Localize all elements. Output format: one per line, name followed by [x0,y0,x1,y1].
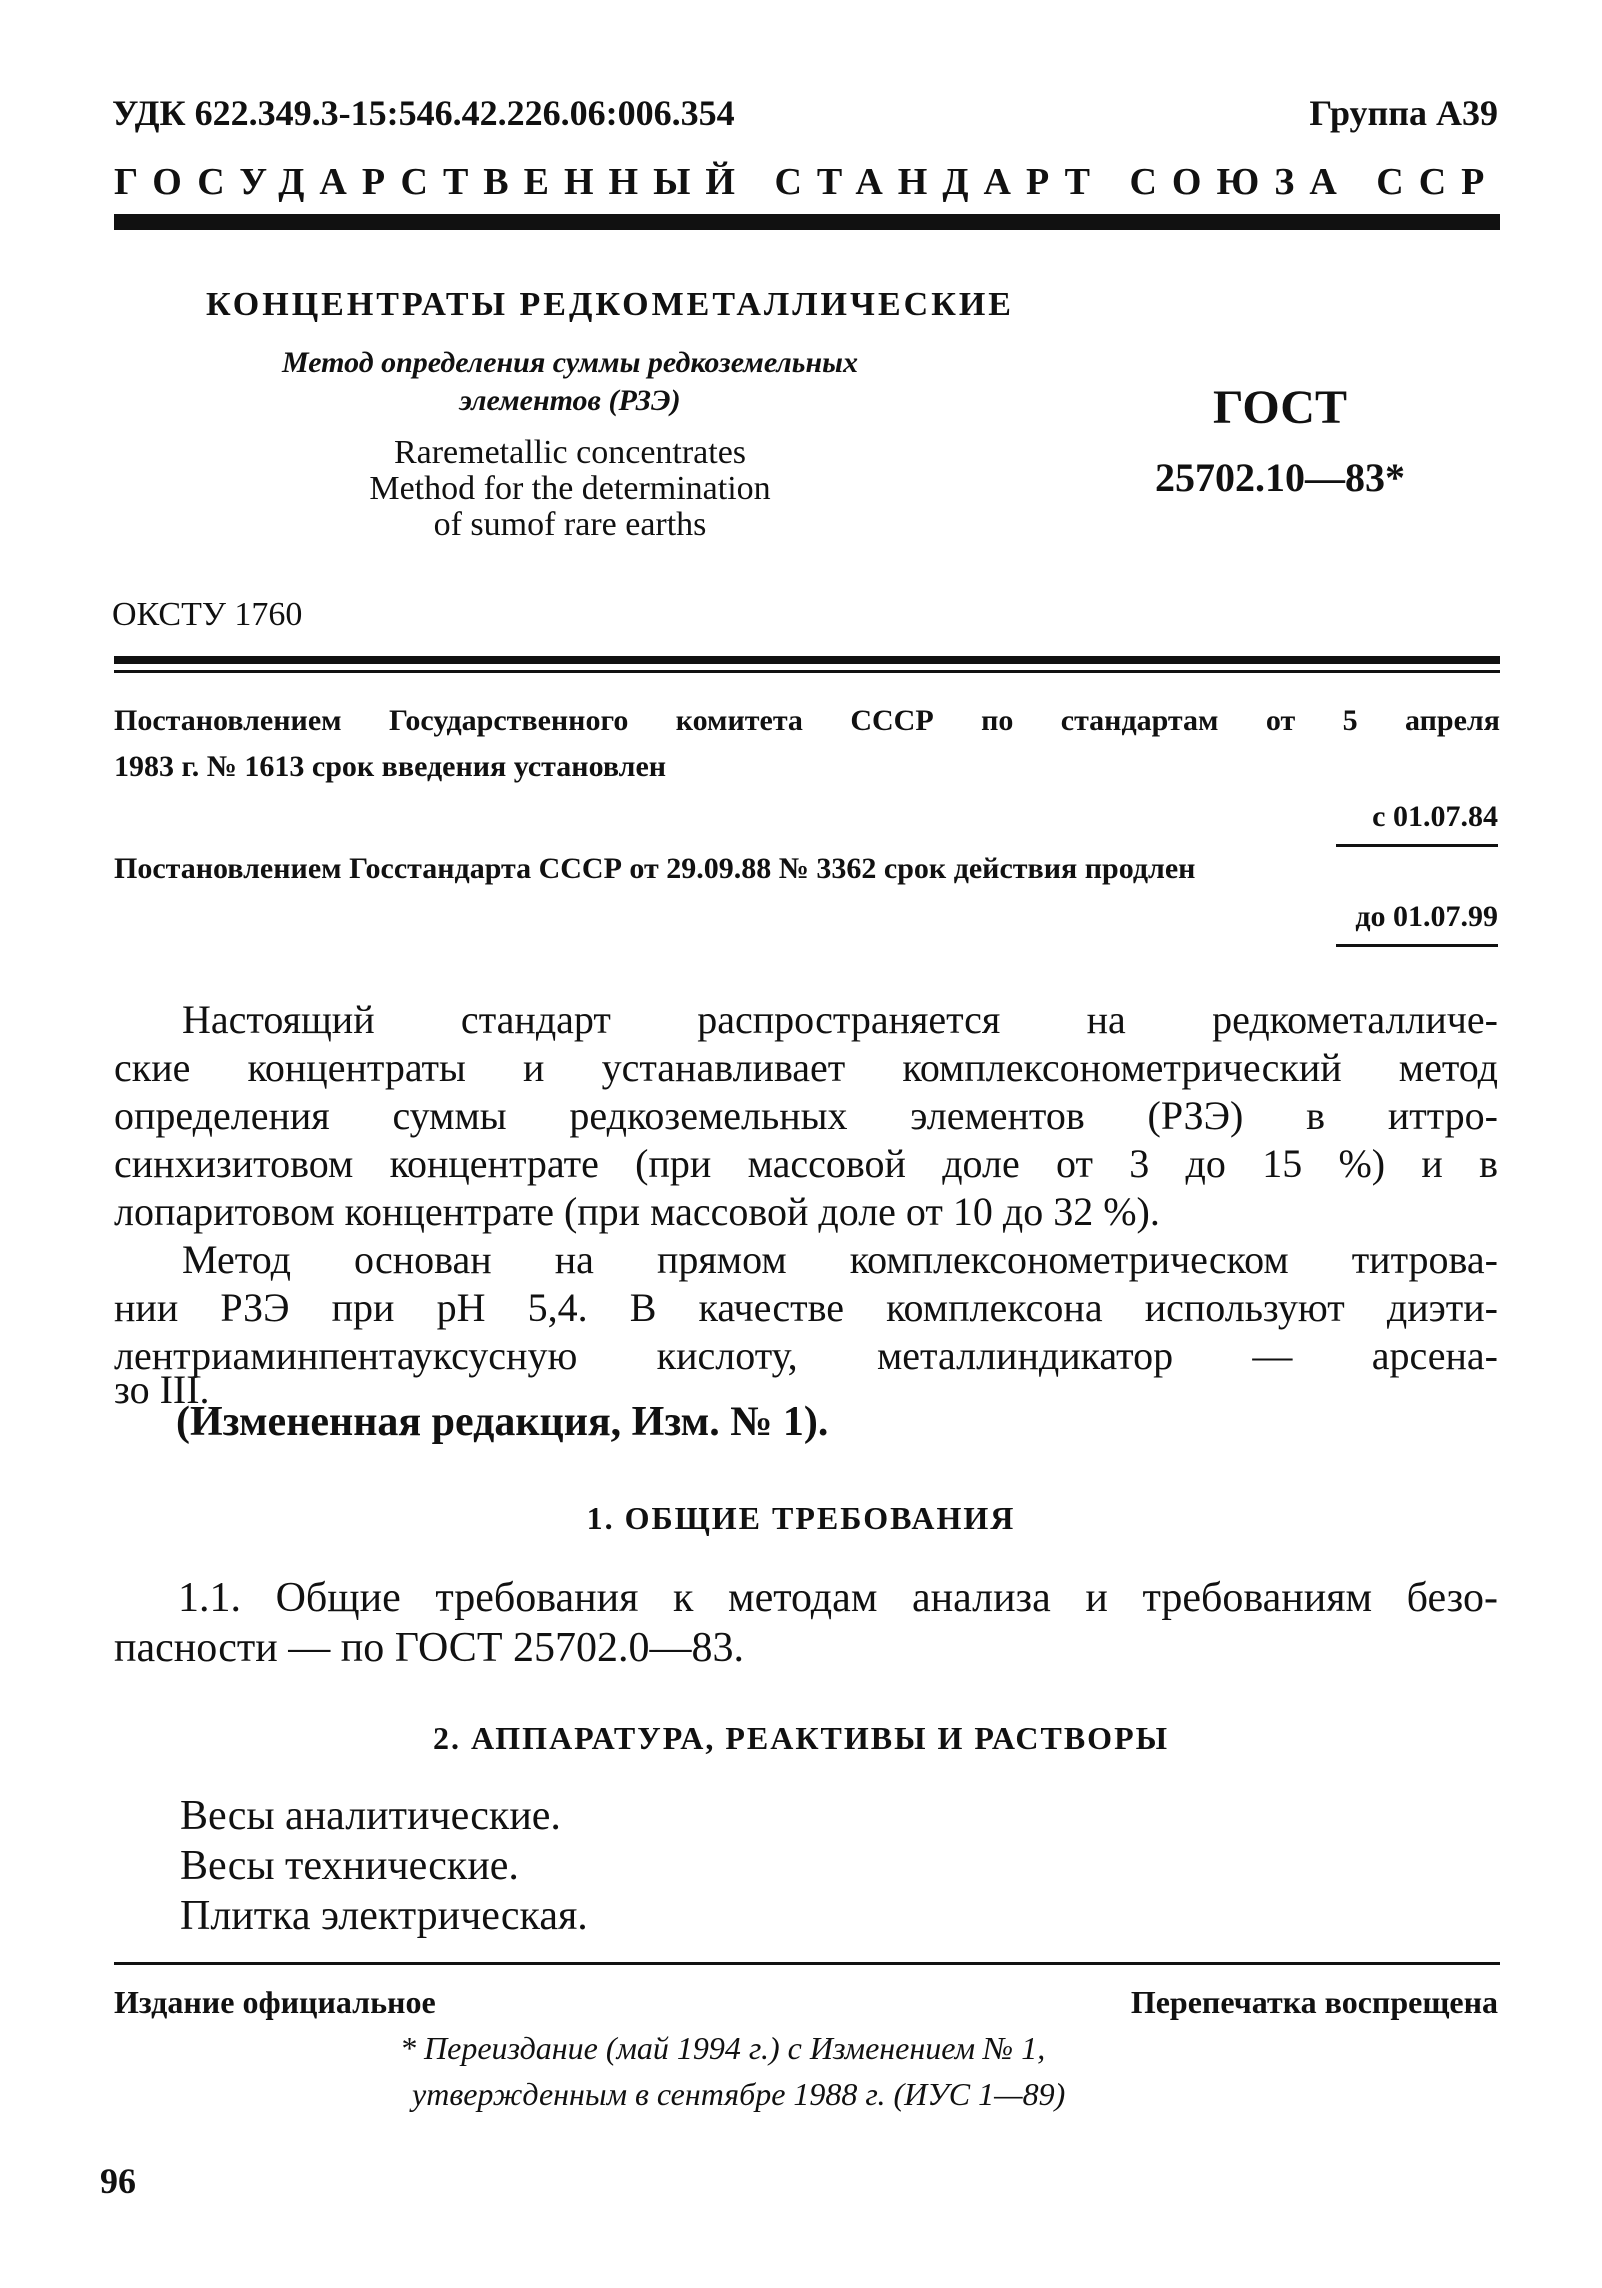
okstu-code: ОКСТУ 1760 [112,596,303,633]
title-en-line: Raremetallic concentrates [393,434,747,471]
body-line: Метод основан на прямом комплексонометрическом титрова- [182,1237,1498,1282]
okstu-rule [114,656,1500,664]
body-line: зо III. [114,1367,210,1412]
header-thick-rule [114,214,1500,230]
subtitle-ru-line: Метод определения суммы редкоземельных [282,346,858,379]
equipment-item: Плитка электрическая. [180,1893,588,1939]
section-1-text: 1.1. Общие требования к методам анализа и требованиям безо- [178,1575,1498,1621]
footer-rule [114,1962,1500,1965]
section-1-title: 1. ОБЩИЕ ТРЕБОВАНИЯ [586,1500,1016,1536]
decree-2-date: до 01.07.99 [1355,900,1498,933]
body-line: ские концентраты и устанавливает комплексонометрический метод [114,1045,1498,1090]
edition-note: (Измененная редакция, Изм. № 1). [176,1399,829,1445]
footnote-line: * Переиздание (май 1994 г.) с Изменением № 1, [400,2030,1046,2066]
decree-1-line: 1983 г. № 1613 срок введения установлен [114,750,667,783]
state-standard-heading: ГОСУДАРСТВЕННЫЙ СТАНДАРТ СОЮЗА ССР [114,161,1500,203]
equipment-item: Весы аналитические. [180,1793,561,1839]
page-number: 96 [100,2161,136,2201]
equipment-item: Весы технические. [180,1843,519,1889]
body-line: определения суммы редкоземельных элементов (РЗЭ) в иттро- [114,1093,1498,1138]
footnote-line: утвержденным в сентябре 1988 г. (ИУС 1—89) [412,2076,1066,2112]
group-code: Группа А39 [1309,93,1498,133]
udk-code: УДК 622.349.3-15:546.42.226.06:006.354 [112,93,735,133]
decree-2-date-rule [1336,944,1498,947]
body-line: синхизитовом концентрате (при массовой доле от 3 до 15 %) и в [114,1141,1498,1186]
body-line: лентриаминпентауксусную кислоту, металлиндикатор — арсена- [114,1333,1498,1378]
reprint-prohibited: Перепечатка воспрещена [1130,1984,1498,2020]
okstu-rule-thin [114,670,1500,673]
body-line: Настоящий стандарт распространяется на редкометалличе- [182,997,1498,1042]
subtitle-ru-line: элементов (РЗЭ) [459,384,681,417]
decree-1-line: Постановлением Государственного комитета СССР по стандартам от 5 апреля [114,704,1500,737]
title-en-line: of sumof rare earths [433,506,707,543]
gost-label: ГОСТ [1213,381,1347,434]
edition-official: Издание официальное [114,1984,436,2020]
section-1-text: пасности — по ГОСТ 25702.0—83. [114,1625,744,1671]
gost-number: 25702.10—83* [1155,455,1405,500]
title-en-line: Method for the determination [369,470,771,507]
decree-1-date-rule [1336,844,1498,847]
title-ru: КОНЦЕНТРАТЫ РЕДКОМЕТАЛЛИЧЕСКИЕ [206,286,1014,323]
body-line: нии РЗЭ при pH 5,4. В качестве комплексона используют диэти- [114,1285,1498,1330]
decree-2-line: Постановлением Госстандарта СССР от 29.09.88 № 3362 срок действия продлен [114,852,1196,885]
decree-1-date: с 01.07.84 [1372,800,1498,833]
section-2-title: 2. АППАРАТУРА, РЕАКТИВЫ И РАСТВОРЫ [432,1720,1170,1756]
body-line: лопаритовом концентрате (при массовой доле от 10 до 32 %). [114,1189,1160,1234]
